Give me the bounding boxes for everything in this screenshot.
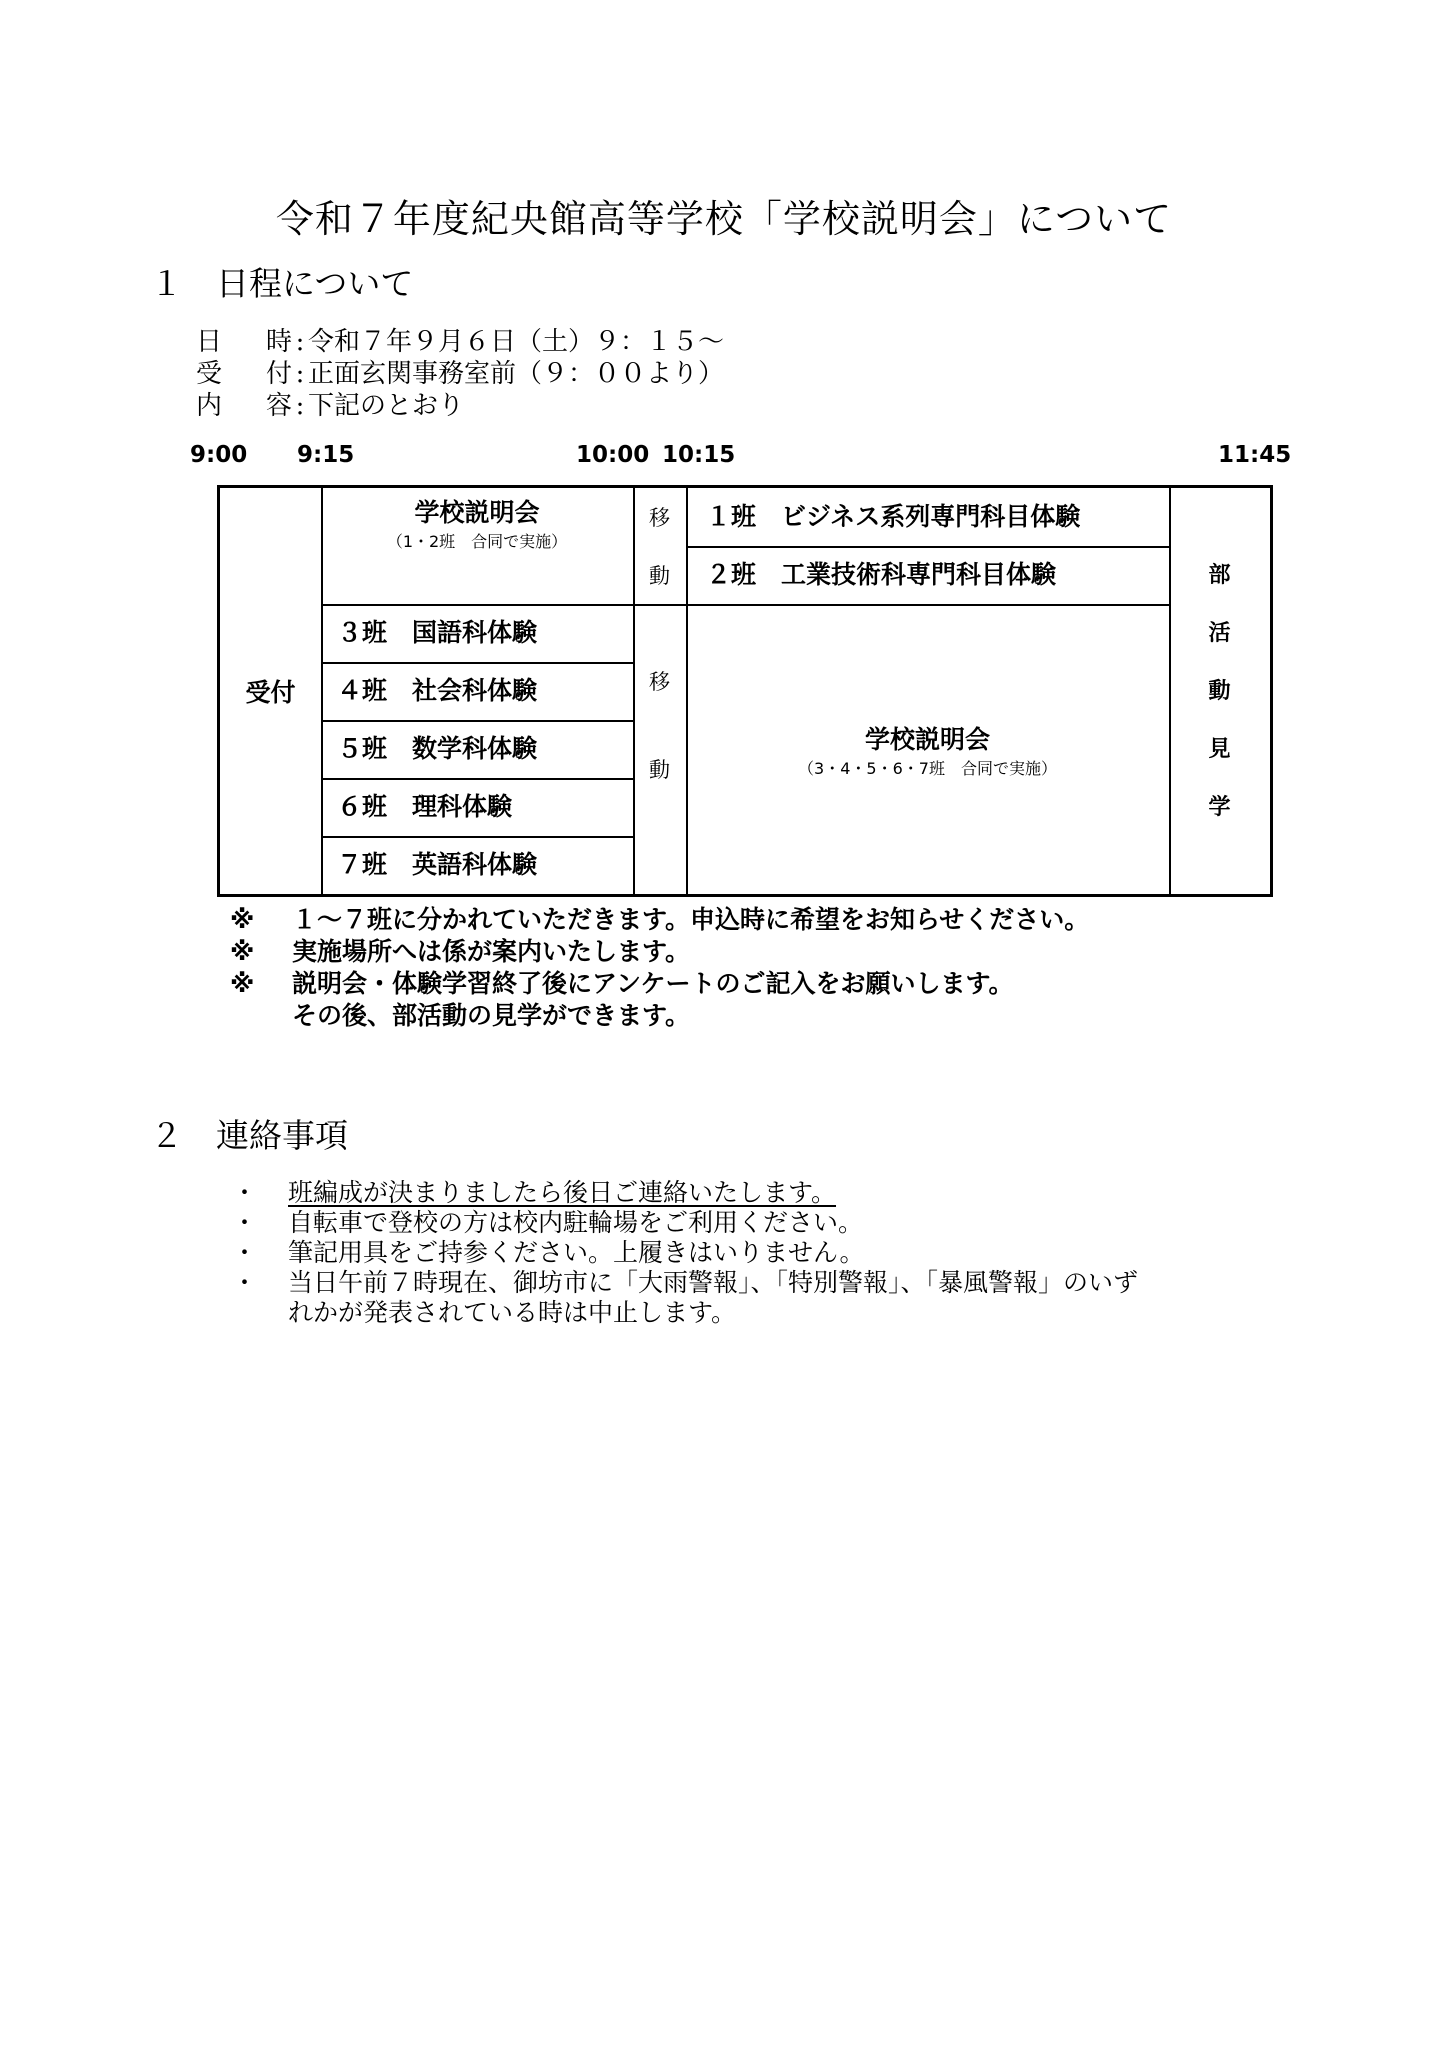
list-item: ・ 自転車で登校の方は校内駐輪場をご利用ください。 [232, 1208, 864, 1237]
club-char: 見 [1208, 737, 1231, 762]
info-reception-label: 受付 [196, 359, 292, 389]
time-label: 11:45 [1218, 442, 1292, 468]
section2-heading: ２ 連絡事項 [150, 1116, 348, 1155]
info-content: 内容 : 下記のとおり [196, 391, 465, 421]
session-b-title: 学校説明会 [864, 724, 990, 754]
contact-list [232, 1178, 1138, 1328]
club-char: 学 [1208, 795, 1231, 820]
info-content-value: 下記のとおり [308, 391, 465, 421]
session-a-sub: （1・2班 合同で実施） [386, 531, 568, 551]
section1-heading: １ 日程について [150, 264, 414, 303]
group-subject-cell: ７班 英語科体験 [337, 850, 538, 879]
club-char: 動 [1208, 679, 1231, 704]
info-reception: 受付 : 正面玄関事務室前（９：００より） [196, 359, 725, 389]
group-subject-cell: ４班 社会科体験 [337, 676, 538, 705]
session-b-cell [686, 604, 1169, 894]
group-subject-cell: ５班 数学科体験 [337, 734, 538, 763]
schedule-notes [230, 904, 1089, 1032]
time-label: 9:00 [190, 442, 248, 468]
move-a-top: 移 [649, 506, 670, 530]
info-date-value: 令和７年９月６日（土）９：１５～ [308, 327, 725, 357]
group1-cell: １班 ビジネス系列専門科目体験 [706, 502, 1081, 531]
group-subject-cell: ６班 理科体験 [337, 792, 513, 821]
session-a-title: 学校説明会 [414, 497, 540, 527]
document-title: 令和７年度紀央館高等学校「学校説明会」について [275, 197, 1173, 241]
time-label: 10:15 [662, 442, 736, 468]
session-b-sub: （3・4・5・6・7班 合同で実施） [798, 758, 1057, 778]
session-a-cell [321, 492, 633, 552]
schedule-table [217, 485, 1273, 897]
info-date-label: 日時 [196, 327, 292, 357]
info-content-label: 内容 [196, 391, 292, 421]
note-line: ※ 実施場所へは係が案内いたします。 [230, 937, 691, 966]
list-item-continued: れかが発表されている時は中止します。 [288, 1298, 737, 1327]
list-item: ・ 班編成が決まりましたら後日ご連絡いたします。 [232, 1178, 837, 1207]
move-b-bottom: 動 [649, 758, 670, 782]
club-char: 部 [1208, 563, 1231, 588]
info-reception-value: 正面玄関事務室前（９：００より） [308, 359, 725, 389]
list-item: ・ 筆記用具をご持参ください。上履きはいりません。 [232, 1238, 865, 1267]
info-date: 日時 : 令和７年９月６日（土）９：１５～ [196, 327, 725, 357]
note-line: ※ １～７班に分かれていただきます。申込時に希望をお知らせください。 [230, 905, 1090, 934]
move-a-bottom: 動 [649, 564, 670, 588]
group2-cell: ２班 工業技術科専門科目体験 [706, 560, 1057, 589]
reception-cell: 受付 [245, 678, 296, 707]
list-item: ・ 当日午前７時現在、御坊市に「大雨警報」、「特別警報」、「暴風警報」のいず [232, 1268, 1139, 1297]
time-label: 10:00 [576, 442, 650, 468]
note-line: ※ 説明会・体験学習終了後にアンケートのご記入をお願いします。 [230, 969, 1014, 998]
club-char: 活 [1208, 621, 1231, 646]
time-label: 9:15 [297, 442, 355, 468]
move-b-top: 移 [649, 670, 670, 694]
group-subject-cell: ３班 国語科体験 [337, 618, 538, 647]
note-line: その後、部活動の見学ができます。 [292, 1001, 691, 1030]
